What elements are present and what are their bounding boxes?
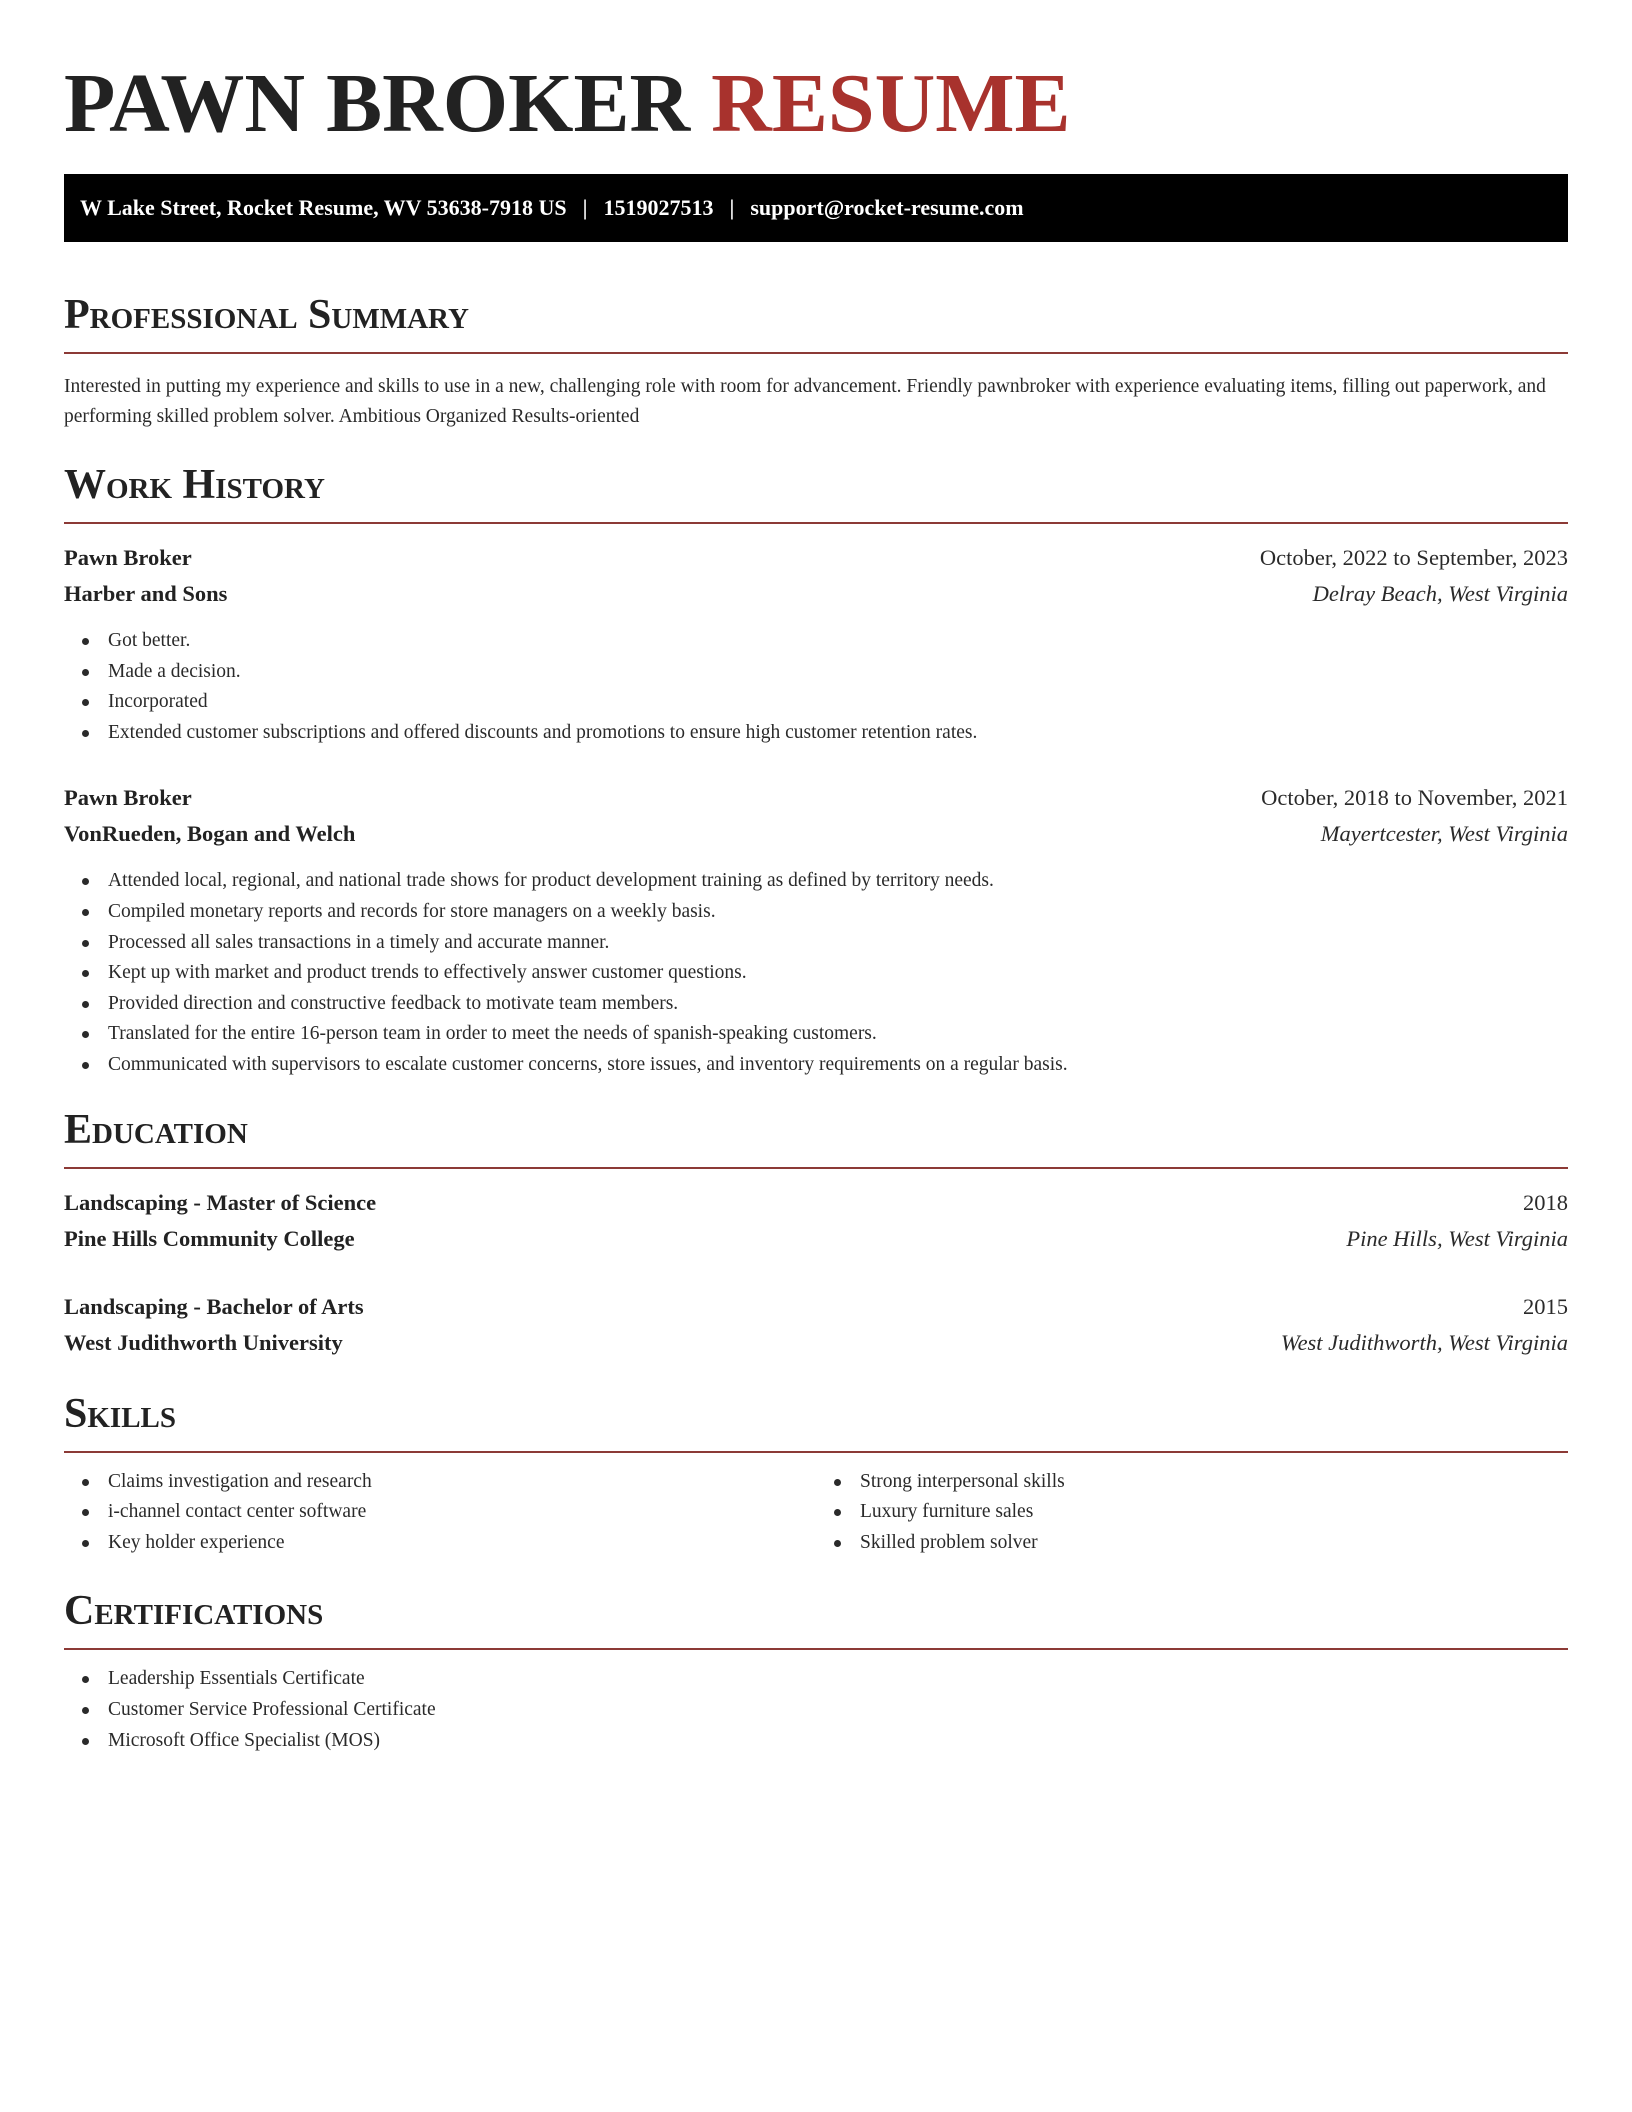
summary-heading: Professional Summary: [64, 292, 469, 338]
job-entry: [64, 540, 1568, 748]
job-location: Mayertcester, West Virginia: [1320, 821, 1568, 847]
education-school-row: [64, 1325, 1568, 1361]
list-item: Extended customer subscriptions and offered discounts and promotions to ensure high customer retention rates.: [108, 718, 1568, 749]
job-title: Pawn Broker: [64, 545, 192, 570]
list-item: i-channel contact center software: [108, 1497, 816, 1528]
section-divider: [64, 1167, 1568, 1169]
education-degree: Landscaping - Bachelor of Arts: [64, 1293, 364, 1319]
job-header-row: [64, 540, 1568, 576]
job-company: Harber and Sons: [64, 581, 228, 606]
contact-separator: |: [582, 195, 588, 220]
job-duties-list: [64, 866, 1568, 1080]
certifications-list: [64, 1664, 1568, 1756]
education-degree-row: [64, 1185, 1568, 1221]
job-location: Delray Beach, West Virginia: [1312, 581, 1568, 606]
education-section: [64, 1103, 1568, 1361]
job-company-row: [64, 576, 1568, 612]
job-company: VonRueden, Bogan and Welch: [64, 821, 356, 847]
contact-email: support@rocket-resume.com: [750, 195, 1024, 220]
list-item: Customer Service Professional Certificate: [108, 1695, 1568, 1726]
summary-text: Interested in putting my experience and skills to use in a new, challenging role with room for advancement. Friendly pawnbroker with experience evaluating items, filling out paperwork, and performing skilled problem solver. Ambitious Organized Results-oriented: [64, 376, 1546, 427]
contact-phone: 1519027513: [603, 195, 714, 220]
education-heading: Education: [64, 1106, 248, 1153]
list-item: Skilled problem solver: [860, 1528, 1568, 1559]
job-entry: [64, 780, 1568, 1080]
job-dates: October, 2018 to November, 2021: [1261, 785, 1568, 811]
list-item: Microsoft Office Specialist (MOS): [108, 1726, 1568, 1757]
education-location: West Judithworth, West Virginia: [1280, 1329, 1568, 1355]
list-item: Leadership Essentials Certificate: [108, 1664, 1568, 1695]
section-divider: [64, 352, 1568, 354]
education-school: Pine Hills Community College: [64, 1225, 355, 1251]
list-item: Got better.: [108, 626, 1568, 657]
list-item: Translated for the entire 16-person team in order to meet the needs of spanish-speaking customers.: [108, 1019, 1568, 1050]
work-history-heading: Work History: [64, 462, 325, 508]
education-location: Pine Hills, West Virginia: [1346, 1225, 1568, 1251]
title-accent: RESUME: [711, 57, 1071, 150]
education-year: 2015: [1523, 1293, 1568, 1319]
skills-list-left: [64, 1467, 816, 1559]
job-dates: October, 2022 to September, 2023: [1259, 545, 1568, 570]
education-school-row: [64, 1221, 1568, 1257]
list-item: Incorporated: [108, 687, 1568, 718]
resume-title: [64, 56, 1568, 152]
list-item: Attended local, regional, and national trade shows for product development training as defined by territory needs.: [108, 866, 1568, 897]
section-divider: [64, 1648, 1568, 1650]
list-item: Strong interpersonal skills: [860, 1467, 1568, 1498]
job-company-row: [64, 816, 1568, 852]
education-school: West Judithworth University: [64, 1329, 343, 1355]
contact-address: W Lake Street, Rocket Resume, WV 53638-7918 US: [80, 195, 567, 220]
skills-grid: [64, 1453, 1568, 1559]
job-title: Pawn Broker: [64, 785, 192, 811]
list-item: Provided direction and constructive feedback to motivate team members.: [108, 989, 1568, 1020]
skills-heading: Skills: [64, 1390, 177, 1437]
list-item: Key holder experience: [108, 1528, 816, 1559]
work-history-section: [64, 458, 1568, 1081]
education-entry: [64, 1289, 1568, 1361]
list-item: Compiled monetary reports and records for store managers on a weekly basis.: [108, 897, 1568, 928]
contact-separator: |: [729, 195, 735, 220]
list-item: Luxury furniture sales: [860, 1497, 1568, 1528]
skills-section: [64, 1387, 1568, 1559]
summary-section: [64, 288, 1568, 432]
certifications-heading: Certifications: [64, 1588, 324, 1635]
contact-bar: [64, 174, 1568, 242]
education-degree: Landscaping - Master of Science: [64, 1189, 377, 1215]
education-year: 2018: [1523, 1189, 1568, 1215]
list-item: Claims investigation and research: [108, 1467, 816, 1498]
skills-list-right: [816, 1467, 1568, 1559]
list-item: Made a decision.: [108, 657, 1568, 688]
section-divider: [64, 522, 1568, 524]
education-degree-row: [64, 1289, 1568, 1325]
certifications-section: [64, 1584, 1568, 1756]
job-duties-list: [64, 626, 1568, 748]
list-item: Kept up with market and product trends to effectively answer customer questions.: [108, 958, 1568, 989]
job-header-row: [64, 780, 1568, 816]
title-main: PAWN BROKER: [64, 57, 691, 150]
list-item: Processed all sales transactions in a timely and accurate manner.: [108, 928, 1568, 959]
list-item: Communicated with supervisors to escalate customer concerns, store issues, and inventory requirements on a regular basis.: [108, 1050, 1568, 1081]
education-entry: [64, 1185, 1568, 1257]
